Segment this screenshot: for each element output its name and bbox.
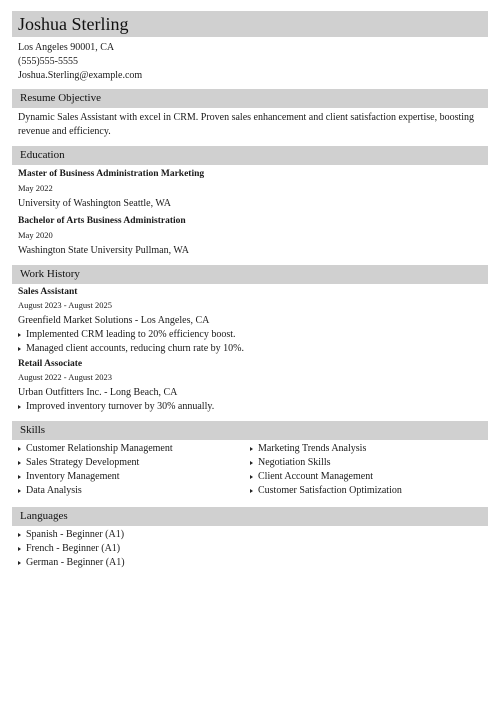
contact-email: Joshua.Sterling@example.com (18, 70, 143, 81)
list-item: Client Account Management (250, 470, 482, 484)
list-item: Spanish - Beginner (A1) (18, 528, 482, 542)
education-date: May 2022 (18, 183, 53, 193)
contact-phone: (555)555-5555 (18, 56, 78, 67)
list-item: Customer Satisfaction Optimization (250, 484, 482, 498)
languages-list (18, 528, 482, 570)
work-heading: Work History (20, 268, 80, 280)
job-bullets (18, 400, 482, 414)
education-degree: Bachelor of Arts Business Administration (18, 216, 186, 226)
work-section (12, 284, 488, 414)
list-item: German - Beginner (A1) (18, 556, 482, 570)
list-item: Inventory Management (18, 470, 250, 484)
list-item: Managed client accounts, reducing churn rate by 10%. (18, 342, 482, 356)
education-section-header (12, 146, 488, 165)
list-item: Data Analysis (18, 484, 250, 498)
education-entry (18, 215, 482, 258)
skills-list-right (250, 442, 482, 498)
skills-column-right (250, 442, 482, 498)
job-entry (18, 358, 482, 414)
objective-section-header (12, 89, 488, 108)
job-company: Greenfield Market Solutions - Los Angeles, CA (18, 315, 210, 326)
skills-list-left (18, 442, 250, 498)
skills-column-left (18, 442, 250, 498)
languages-section-header (12, 507, 488, 526)
job-title: Retail Associate (18, 359, 83, 369)
name-header (12, 11, 488, 37)
education-heading: Education (20, 149, 65, 161)
contact-block (12, 37, 488, 83)
objective-text: Dynamic Sales Assistant with excel in CRM. Proven sales enhancement and client satisfaction expertise, boosting revenue and efficiency. (18, 112, 475, 137)
job-dates: August 2022 - August 2023 (18, 372, 112, 382)
education-degree: Master of Business Administration Marketing (18, 169, 205, 179)
education-section (12, 165, 488, 258)
objective-heading: Resume Objective (20, 92, 101, 104)
skills-heading: Skills (20, 424, 46, 436)
education-date: May 2020 (18, 230, 53, 240)
list-item: Customer Relationship Management (18, 442, 250, 456)
list-item: French - Beginner (A1) (18, 542, 482, 556)
candidate-name: Joshua Sterling (18, 14, 129, 34)
list-item: Sales Strategy Development (18, 456, 250, 470)
objective-section (12, 108, 488, 138)
work-section-header (12, 265, 488, 284)
job-company: Urban Outfitters Inc. - Long Beach, CA (18, 387, 178, 398)
education-entry (18, 168, 482, 211)
list-item: Negotiation Skills (250, 456, 482, 470)
job-bullets (18, 328, 482, 356)
job-dates: August 2023 - August 2025 (18, 300, 112, 310)
languages-heading: Languages (20, 510, 68, 522)
skills-section-header (12, 421, 488, 440)
list-item: Improved inventory turnover by 30% annually. (18, 400, 482, 414)
contact-address: Los Angeles 90001, CA (18, 42, 115, 53)
languages-section (12, 526, 488, 570)
skills-section (12, 440, 488, 498)
job-entry (18, 286, 482, 356)
education-school: Washington State University Pullman, WA (18, 245, 189, 256)
education-school: University of Washington Seattle, WA (18, 198, 171, 209)
job-title: Sales Assistant (18, 287, 78, 297)
list-item: Implemented CRM leading to 20% efficiency boost. (18, 328, 482, 342)
list-item: Marketing Trends Analysis (250, 442, 482, 456)
